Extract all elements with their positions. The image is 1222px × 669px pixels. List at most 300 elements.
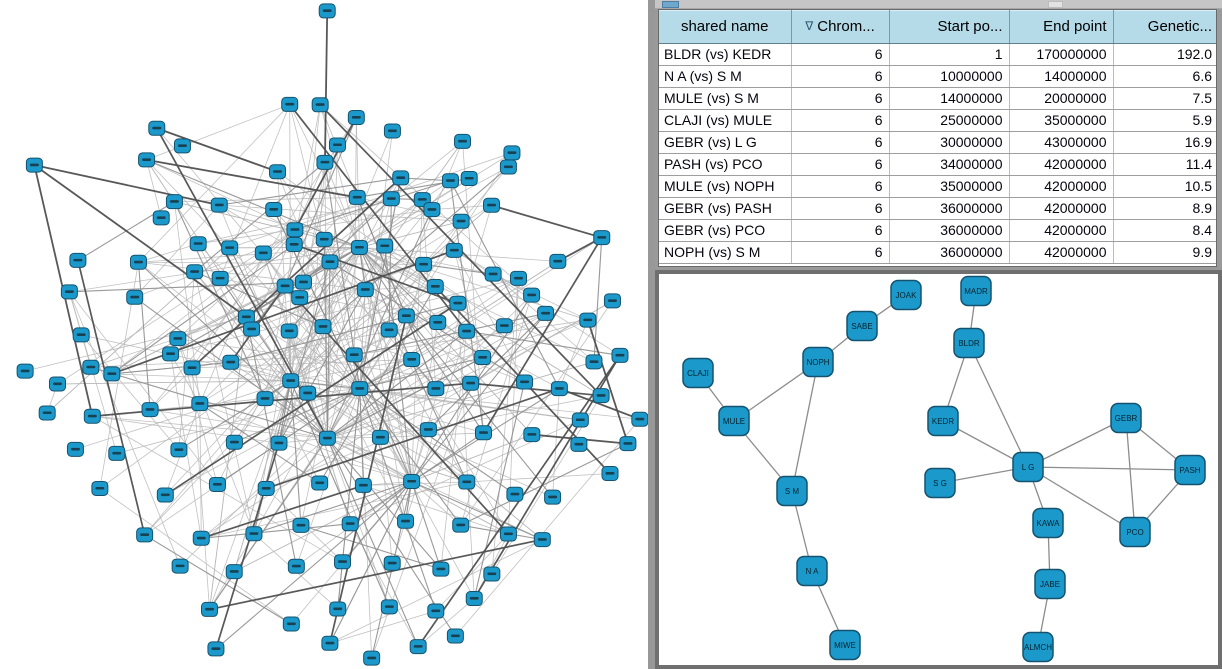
network-node[interactable]: [271, 436, 287, 450]
network-node[interactable]: [398, 309, 414, 323]
table-cell[interactable]: 6.6: [1113, 65, 1217, 87]
network-node[interactable]: [208, 642, 224, 656]
table-cell[interactable]: 192.0: [1113, 43, 1217, 65]
network-node[interactable]: [149, 121, 165, 135]
network-node[interactable]: [137, 528, 153, 542]
node-label: [487, 204, 496, 207]
table-cell[interactable]: GEBR (vs) PCO: [659, 219, 791, 241]
network-node[interactable]: [364, 651, 380, 665]
node-label: [376, 436, 385, 439]
node-label: [608, 299, 617, 302]
table-row[interactable]: [659, 241, 1217, 263]
network-node[interactable]: [226, 435, 242, 449]
node-label: [130, 296, 139, 299]
table-cell[interactable]: 6: [791, 153, 889, 175]
network-edge: [467, 473, 610, 482]
network-node[interactable]: [463, 376, 479, 390]
network-node[interactable]: [545, 490, 561, 504]
table-cell[interactable]: 36000000: [889, 241, 1009, 263]
network-node[interactable]: [349, 190, 365, 204]
network-node[interactable]: [383, 192, 399, 206]
table-cell[interactable]: MULE (vs) S M: [659, 87, 791, 109]
network-node[interactable]: [346, 348, 362, 362]
table-cell[interactable]: BLDR (vs) KEDR: [659, 43, 791, 65]
network-node[interactable]: [277, 279, 293, 293]
network-node[interactable]: [500, 160, 516, 174]
network-node[interactable]: [398, 514, 414, 528]
table-cell[interactable]: 36000000: [889, 219, 1009, 241]
node-label: [576, 418, 585, 421]
network-node[interactable]: [281, 324, 297, 338]
network-node[interactable]: [223, 355, 239, 369]
network-node[interactable]: [433, 562, 449, 576]
network-edge: [461, 444, 628, 526]
node-label: [261, 397, 270, 400]
column-header-label: End point: [1043, 17, 1107, 35]
network-node[interactable]: [524, 428, 540, 442]
network-node[interactable]: [357, 283, 373, 297]
node-label: [427, 208, 436, 211]
network-node[interactable]: [312, 98, 328, 112]
table-cell[interactable]: 34000000: [889, 153, 1009, 175]
network-node[interactable]: [104, 367, 120, 381]
table-cell[interactable]: 6: [791, 131, 889, 153]
network-node[interactable]: [17, 364, 33, 378]
node-label: [401, 520, 410, 523]
node-label: [216, 277, 225, 280]
network-node[interactable]: [420, 423, 436, 437]
network-node[interactable]: [83, 360, 99, 374]
network-node[interactable]: [157, 488, 173, 502]
network-node[interactable]: [475, 426, 491, 440]
table-cell[interactable]: 14000000: [1009, 65, 1113, 87]
network-node[interactable]: [84, 409, 100, 423]
node-label: [295, 296, 304, 299]
table-toolbar-strip: [655, 0, 1222, 9]
table-row[interactable]: [659, 175, 1217, 197]
network-node[interactable]: [484, 567, 500, 581]
network-node[interactable]: [612, 348, 628, 362]
network-node[interactable]: [550, 254, 566, 268]
node-label: [273, 170, 282, 173]
network-node[interactable]: [604, 294, 620, 308]
table-cell[interactable]: 6: [791, 65, 889, 87]
network-node[interactable]: [461, 171, 477, 185]
table-cell[interactable]: N A (vs) S M: [659, 65, 791, 87]
network-node[interactable]: [61, 285, 77, 299]
node-label: [290, 228, 299, 231]
network-node[interactable]: [517, 375, 533, 389]
node-label: [274, 442, 283, 445]
table-row[interactable]: [659, 65, 1217, 87]
network-node[interactable]: [295, 275, 311, 289]
node-label: [215, 204, 224, 207]
network-node[interactable]: [428, 382, 444, 396]
table-cell[interactable]: 5.9: [1113, 109, 1217, 131]
table-row[interactable]: [659, 197, 1217, 219]
network-node[interactable]: [212, 271, 228, 285]
subnetwork-edge-BLDR-LG[interactable]: [969, 343, 1028, 467]
subnetwork-node-label: MIWE: [834, 641, 856, 650]
table-cell[interactable]: 43000000: [1009, 131, 1113, 153]
node-label: [487, 573, 496, 576]
node-label: [396, 176, 405, 179]
table-cell[interactable]: 42000000: [1009, 197, 1113, 219]
table-cell[interactable]: 35000000: [1009, 109, 1113, 131]
network-node[interactable]: [300, 386, 316, 400]
node-label: [520, 380, 529, 383]
network-node[interactable]: [166, 195, 182, 209]
network-node[interactable]: [322, 636, 338, 650]
network-node[interactable]: [39, 406, 55, 420]
node-label: [359, 484, 368, 487]
column-header-shared-name[interactable]: [659, 10, 791, 43]
network-node[interactable]: [586, 355, 602, 369]
subnetwork-edge-LG-PASH[interactable]: [1028, 467, 1190, 470]
network-node[interactable]: [351, 240, 367, 254]
network-node[interactable]: [450, 296, 466, 310]
table-cell[interactable]: 36000000: [889, 197, 1009, 219]
panel-divider[interactable]: [648, 0, 655, 669]
network-edge: [201, 482, 466, 538]
network-node[interactable]: [282, 97, 298, 111]
toolbar-chip-icon[interactable]: [662, 1, 679, 8]
network-node[interactable]: [283, 374, 299, 388]
network-node[interactable]: [257, 392, 273, 406]
node-label: [142, 158, 151, 161]
network-node[interactable]: [430, 315, 446, 329]
node-label: [170, 200, 179, 203]
table-cell[interactable]: 170000000: [1009, 43, 1113, 65]
network-node[interactable]: [317, 155, 333, 169]
network-node[interactable]: [381, 323, 397, 337]
node-label: [242, 316, 251, 319]
network-node[interactable]: [187, 265, 203, 279]
table-cell[interactable]: 6: [791, 87, 889, 109]
table-cell[interactable]: 6: [791, 197, 889, 219]
table-cell[interactable]: 9.9: [1113, 241, 1217, 263]
subnetwork-edge-GEBR-PCO[interactable]: [1126, 418, 1135, 532]
subnetwork-node-label: S G: [933, 479, 947, 488]
network-node[interactable]: [572, 413, 588, 427]
network-node[interactable]: [246, 527, 262, 541]
node-label: [230, 441, 239, 444]
node-label: [259, 252, 268, 255]
network-node[interactable]: [459, 475, 475, 489]
node-label: [287, 622, 296, 625]
node-label: [456, 524, 465, 527]
table-cell[interactable]: 35000000: [889, 175, 1009, 197]
network-node[interactable]: [504, 146, 520, 160]
node-label: [195, 402, 204, 405]
column-header-genetic-distance[interactable]: [1113, 10, 1217, 43]
network-node[interactable]: [127, 290, 143, 304]
network-edge: [138, 262, 150, 409]
network-node[interactable]: [322, 255, 338, 269]
node-label: [197, 537, 206, 540]
node-label: [361, 288, 370, 291]
node-label: [436, 568, 445, 571]
network-node[interactable]: [580, 313, 596, 327]
network-node[interactable]: [163, 347, 179, 361]
network-node[interactable]: [466, 592, 482, 606]
network-node[interactable]: [485, 267, 501, 281]
node-label: [597, 394, 606, 397]
network-node[interactable]: [352, 382, 368, 396]
network-node[interactable]: [410, 640, 426, 654]
node-label: [431, 610, 440, 613]
network-node[interactable]: [416, 257, 432, 271]
node-label: [161, 494, 170, 497]
network-node[interactable]: [355, 478, 371, 492]
subnetwork-node-label: ALMCH: [1023, 643, 1053, 652]
node-label: [211, 647, 220, 650]
network-node[interactable]: [507, 487, 523, 501]
table-cell[interactable]: GEBR (vs) L G: [659, 131, 791, 153]
node-label: [316, 103, 325, 106]
network-node[interactable]: [67, 442, 83, 456]
subnetwork-edge-NOPH-SM[interactable]: [792, 362, 818, 491]
table-cell[interactable]: 16.9: [1113, 131, 1217, 153]
subnetwork-node-label: L G: [1021, 463, 1035, 472]
network-node[interactable]: [270, 165, 286, 179]
node-label: [21, 370, 30, 373]
network-node[interactable]: [209, 477, 225, 491]
network-node[interactable]: [92, 481, 108, 495]
network-node[interactable]: [130, 255, 146, 269]
network-node[interactable]: [453, 214, 469, 228]
node-label: [574, 443, 583, 446]
network-node[interactable]: [475, 351, 491, 365]
network-node[interactable]: [377, 239, 393, 253]
table-cell[interactable]: 10.5: [1113, 175, 1217, 197]
network-node[interactable]: [384, 556, 400, 570]
network-node[interactable]: [342, 517, 358, 531]
network-node[interactable]: [292, 291, 308, 305]
node-label: [355, 246, 364, 249]
table-cell[interactable]: 6: [791, 43, 889, 65]
table-cell[interactable]: MULE (vs) NOPH: [659, 175, 791, 197]
table-cell[interactable]: 25000000: [889, 109, 1009, 131]
network-node[interactable]: [602, 466, 618, 480]
column-header-start-position[interactable]: [889, 10, 1009, 43]
table-cell[interactable]: 6: [791, 175, 889, 197]
network-node[interactable]: [293, 518, 309, 532]
network-node[interactable]: [222, 241, 238, 255]
network-node[interactable]: [193, 531, 209, 545]
network-node[interactable]: [283, 617, 299, 631]
table-cell[interactable]: 14000000: [889, 87, 1009, 109]
node-label: [465, 177, 474, 180]
network-node[interactable]: [315, 320, 331, 334]
network-node[interactable]: [174, 139, 190, 153]
network-node[interactable]: [316, 232, 332, 246]
network-node[interactable]: [511, 271, 527, 285]
table-cell[interactable]: 1: [889, 43, 1009, 65]
table-cell[interactable]: 11.4: [1113, 153, 1217, 175]
table-cell[interactable]: 7.5: [1113, 87, 1217, 109]
table-row[interactable]: [659, 43, 1217, 65]
network-node[interactable]: [372, 430, 388, 444]
node-label: [583, 319, 592, 322]
network-node[interactable]: [202, 602, 218, 616]
node-label: [504, 533, 513, 536]
node-label: [433, 321, 442, 324]
table-cell[interactable]: 42000000: [1009, 219, 1113, 241]
network-node[interactable]: [172, 559, 188, 573]
network-node[interactable]: [524, 288, 540, 302]
table-row[interactable]: [659, 219, 1217, 241]
network-node[interactable]: [381, 600, 397, 614]
node-label: [355, 387, 364, 390]
network-node[interactable]: [258, 482, 274, 496]
node-label: [466, 382, 475, 385]
node-label: [333, 607, 342, 610]
network-node[interactable]: [319, 431, 335, 445]
table-cell[interactable]: PASH (vs) PCO: [659, 153, 791, 175]
table-row[interactable]: [659, 109, 1217, 131]
network-node[interactable]: [428, 604, 444, 618]
network-node[interactable]: [70, 253, 86, 267]
subnetwork-graph[interactable]: [659, 274, 1218, 665]
node-label: [71, 448, 80, 451]
node-label: [333, 143, 342, 146]
table-cell[interactable]: 6: [791, 219, 889, 241]
network-node[interactable]: [312, 476, 328, 490]
network-node[interactable]: [447, 629, 463, 643]
network-node[interactable]: [170, 332, 186, 346]
network-node[interactable]: [329, 138, 345, 152]
network-node[interactable]: [594, 231, 610, 245]
network-node[interactable]: [109, 446, 125, 460]
node-label: [385, 605, 394, 608]
node-label: [65, 290, 74, 293]
table-cell[interactable]: 42000000: [1009, 241, 1113, 263]
network-node[interactable]: [500, 527, 516, 541]
table-cell[interactable]: 6: [791, 241, 889, 263]
table-cell[interactable]: 20000000: [1009, 87, 1113, 109]
node-label: [323, 437, 332, 440]
table-row[interactable]: [659, 87, 1217, 109]
node-label: [320, 161, 329, 164]
node-label: [30, 164, 39, 167]
network-node[interactable]: [571, 437, 587, 451]
network-node[interactable]: [184, 361, 200, 375]
network-node[interactable]: [446, 243, 462, 257]
network-node[interactable]: [73, 328, 89, 342]
node-label: [226, 361, 235, 364]
table-cell[interactable]: 30000000: [889, 131, 1009, 153]
network-node[interactable]: [266, 203, 282, 217]
network-node[interactable]: [538, 306, 554, 320]
node-label: [95, 487, 104, 490]
network-node[interactable]: [384, 124, 400, 138]
network-node[interactable]: [171, 443, 187, 457]
network-node[interactable]: [330, 602, 346, 616]
network-node[interactable]: [459, 324, 475, 338]
table-cell[interactable]: NOPH (vs) S M: [659, 241, 791, 263]
table-header-row: [659, 10, 1217, 43]
network-node[interactable]: [442, 174, 458, 188]
network-node[interactable]: [393, 171, 409, 185]
network-node[interactable]: [484, 198, 500, 212]
network-node[interactable]: [153, 211, 169, 225]
network-node[interactable]: [404, 474, 420, 488]
network-node[interactable]: [348, 110, 364, 124]
network-node[interactable]: [192, 397, 208, 411]
table-row[interactable]: [659, 153, 1217, 175]
network-node[interactable]: [288, 559, 304, 573]
node-label: [286, 379, 295, 382]
table-cell[interactable]: 6: [791, 109, 889, 131]
network-edge: [492, 205, 602, 237]
node-label: [478, 356, 487, 359]
column-header-end-point[interactable]: [1009, 10, 1113, 43]
toolbar-scroll-chip[interactable]: [1048, 1, 1063, 8]
network-node[interactable]: [551, 382, 567, 396]
network-node[interactable]: [427, 280, 443, 294]
network-node[interactable]: [534, 533, 550, 547]
network-node[interactable]: [455, 134, 471, 148]
filter-icon[interactable]: ∇: [805, 18, 814, 33]
table-cell[interactable]: GEBR (vs) PASH: [659, 197, 791, 219]
node-label: [315, 481, 324, 484]
network-node[interactable]: [319, 4, 335, 18]
node-label: [500, 324, 509, 327]
network-edge: [147, 160, 162, 218]
node-label: [623, 442, 632, 445]
network-node[interactable]: [404, 353, 420, 367]
network-node[interactable]: [26, 158, 42, 172]
network-node[interactable]: [287, 223, 303, 237]
table-row[interactable]: [659, 131, 1217, 153]
subnetwork-node-label: S M: [784, 487, 800, 496]
network-node[interactable]: [620, 437, 636, 451]
table-cell[interactable]: 42000000: [1009, 153, 1113, 175]
network-node[interactable]: [142, 403, 158, 417]
node-label: [290, 243, 299, 246]
network-node[interactable]: [286, 237, 302, 251]
node-label: [73, 259, 82, 262]
network-node[interactable]: [424, 203, 440, 217]
network-node[interactable]: [244, 322, 260, 336]
table-cell[interactable]: 8.4: [1113, 219, 1217, 241]
node-label: [538, 538, 547, 541]
network-node[interactable]: [211, 198, 227, 212]
table-cell[interactable]: CLAJI (vs) MULE: [659, 109, 791, 131]
network-node[interactable]: [50, 377, 66, 391]
network-node[interactable]: [453, 518, 469, 532]
column-header-chromosome[interactable]: [791, 10, 889, 43]
node-label: [555, 387, 564, 390]
network-node[interactable]: [139, 153, 155, 167]
network-node[interactable]: [632, 412, 648, 426]
network-node[interactable]: [226, 565, 242, 579]
node-label: [418, 198, 427, 201]
network-node[interactable]: [593, 389, 609, 403]
table-cell[interactable]: 8.9: [1113, 197, 1217, 219]
node-label: [176, 565, 185, 568]
network-node[interactable]: [335, 555, 351, 569]
table-cell[interactable]: 42000000: [1009, 175, 1113, 197]
node-label: [146, 408, 155, 411]
network-edge: [588, 320, 628, 444]
network-node[interactable]: [190, 237, 206, 251]
subnetwork-node-label: PCO: [1126, 528, 1144, 537]
network-node[interactable]: [496, 319, 512, 333]
table-cell[interactable]: 10000000: [889, 65, 1009, 87]
network-node[interactable]: [255, 246, 271, 260]
